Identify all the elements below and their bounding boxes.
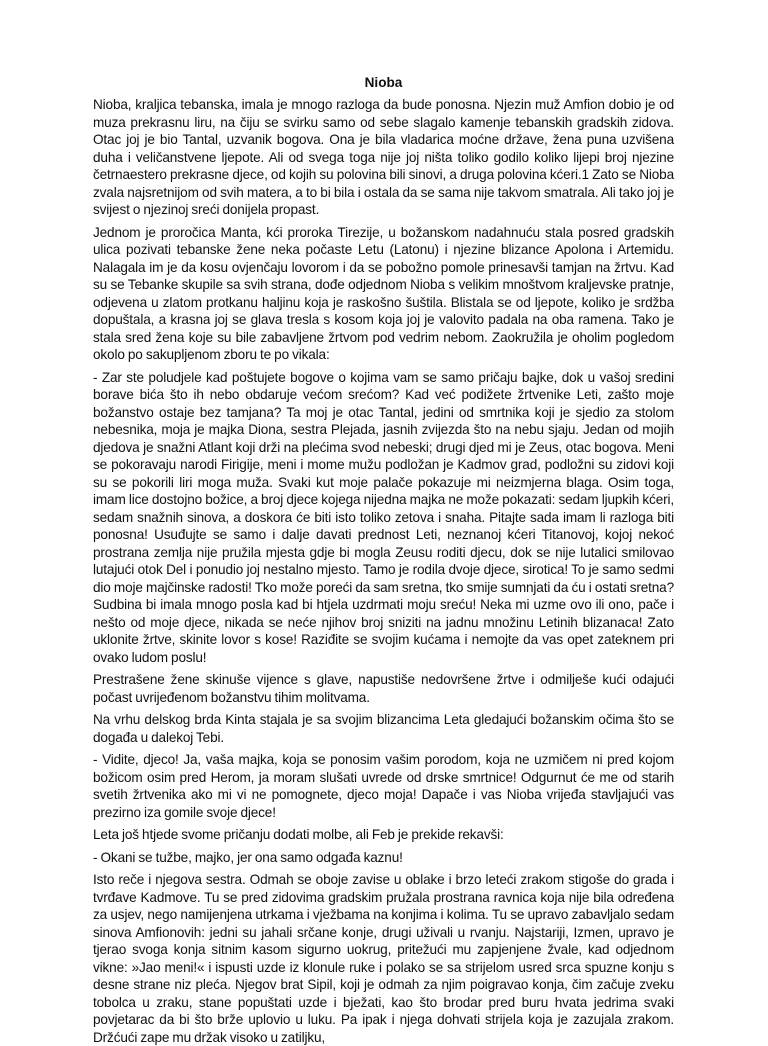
paragraph-sons-killed: Isto reče i njegova sestra. Odmah se oboje zavise u oblake i brzo leteći zrakom stigoše do grada i tvrđave Kadmove. Tu se pred zidovima gradskim pružala prostrana ravnica koja nije bila određena za usjev, nego namijenjena utrkama i vježbama na konjima i kolima. Tu se upravo zabavljalo sedam sinova Amfionovih: jedni su jahali srčane konje, drugi uživali u rvanju. Najstariji, Izmen, upravo je tjerao svoga konja sitnim kasom sigurno uokrug, pritežući mu zapjenjene žvale, kad odjednom vikne: »Jao meni!« i ispusti uzde iz klonule ruke i polako se sa strijelom usred srca spuzne konju s desne strane niz pleća. Njegov brat Sipil, koji je odmah za njim poigravao konja, čim začuje zveku tobolca u zraku, stane popuštati uzde i bježati, kao što brodar pred buru hvata jedrima svaki povjetarac da bi što brže uplovio u luku. Pa ipak i njega dohvati strijela koja je zazujala zrakom. Držćući zape mu držak visoko u zatiljku, [93, 872, 674, 1045]
paragraph-feb-interrupts: Leta još htjede svome pričanju dodati molbe, ali Feb je prekide rekavši: [93, 827, 504, 842]
paragraph-leta-speech: - Vidite, djeco! Ja, vaša majka, koja se ponosim vašim porodom, koja ne uzmičem ni pred kojom božicom osim pred Herom, ja moram slušati uvrede od drske smrtnice! Odgurnut će me od starih svetih žrtvenika ako mi vi ne pomognete, djeco moja! Dapače i vas Nioba vrijeđa stavljajući vas prezirno iza gomile svoje djece! [93, 752, 674, 820]
paragraph-leta-watches: Na vrhu delskog brda Kinta stajala je sa svojim blizancima Leta gledajući božanskim očima što se događa u dalekoj Tebi. [93, 712, 674, 745]
paragraph-intro: Nioba, kraljica tebanska, imala je mnogo razloga da bude ponosna. Njezin muž Amfion dobio je od muza prekrasnu liru, na čiju se svirku samo od sebe slagalo kamenje tebanskih gradskih zidova. Otac joj je bio Tantal, uzvanik bogova. Ona je bila vladarica moćne države, žena puna uzvišena duha i veličanstvene ljepote. Ali od svega toga nije joj ništa toliko godilo koliko lijepi broj njezine četrnaestero prekrasne djece, od kojih su polovina bili sinovi, a druga polovina kćeri.1 Zato se Nioba zvala najsretnijom od svih matera, a to bi bila i ostala da se sama nije takvom smatrala. Ali tako joj je svijest o njezinoj sreći donijela propast. [93, 97, 674, 217]
paragraph-niobe-speech: - Zar ste poludjele kad poštujete bogove o kojima vam se samo pričaju bajke, dok u vašoj sredini borave bića što ih nebo obdaruje većom srećom? Kad već podižete žrtvenike Leti, zašto moje božanstvo ostaje bez tamjana? Ta moj je otac Tantal, jedini od smrtnika koji je sjedio za stolom nebesnika, moja je majka Diona, sestra Plejada, jasnih zvijezda što na nebu sjaju. Jedan od mojih djedova je snažni Atlant koji drži na plećima svod nebeski; drugi djed mi je Zeus, otac bogova. Meni se pokoravaju narodi Firigije, meni i mome mužu podložan je Kadmov grad, podložni su zidovi koji su se pokorili liri moga muža. Svaki kut moje palače pokazuje mi neizmjerna blaga. Osim toga, imam lice dostojno božice, a broj djece kojega nijedna majka ne može pokazati: sedam ljupkih kćeri, sedam snažnih sinova, a doskora će biti isto toliko zetova i snaha. Pitajte sada imam li razloga biti ponosna! Usuđujte se samo i dalje davati prednost Leti, neznanoj kćeri Titanovoj, kojoj nekoć prostrana zemlja nije pružila mjesta gdje bi mogla Zeusu roditi djecu, dok se nije lutalici smilovao lutajući otok Del i ponudio joj nestalno mjesto. Tamo je rodila dvoje djece, sirotica! To je samo sedmi dio moje majčinske radosti! Tko može poreći da sam sretna, tko smije sumnjati da ću i ostati sretna? Sudbina bi imala mnogo posla kad bi htjela uzdrmati moju sreću! Neka mi uzme ovo ili ono, pače i nešto od moje djece, nikada se neće njihov broj sniziti na jadnu množinu Letinih blizanaca! Zato uklonite žrtve, skinite lovor s kose! Raziđite se svojim kućama i nemojte da vas opet zateknem pri ovako ludom poslu! [93, 369, 674, 665]
paragraph-women-leave: Prestrašene žene skinuše vijence s glave, napustiše nedovršene žrtve i odmilješe kući odajući počast uvrijeđenom božanstvu tihim molitvama. [93, 672, 674, 705]
paragraph-manta: Jednom je proročica Manta, kći proroka Tirezije, u božanskom nadahnuću stala posred gradskih ulica pozivati tebanske žene neka počaste Letu (Latonu) i njezine blizance Apolona i Artemidu. Nalagala im je da kosu ovjenčaju lovorom i da se pobožno pomole prinesavši tamjan na žrtvu. Kad su se Tebanke skupile sa svih strana, dođe odjednom Nioba s velikim mnoštvom kraljevske pratnje, odjevena u zlatom protkanu haljinu koja je raskošno šuštila. Blistala se od ljepote, koliko je srdžba dopuštala, a krasna joj se glava tresla s kosom koja joj je valovito padala na oba ramena. Tako je stala sred žena koje su bile zabavljene žrtvom pod vedrim nebom. Zaokružila je oholim pogledom okolo po sakupljenom zboru te po vikala: [93, 224, 674, 362]
paragraph-feb-speech: - Okani se tužbe, majko, jer ona samo odgađa kaznu! [93, 849, 403, 865]
document-title: Nioba [364, 75, 403, 90]
